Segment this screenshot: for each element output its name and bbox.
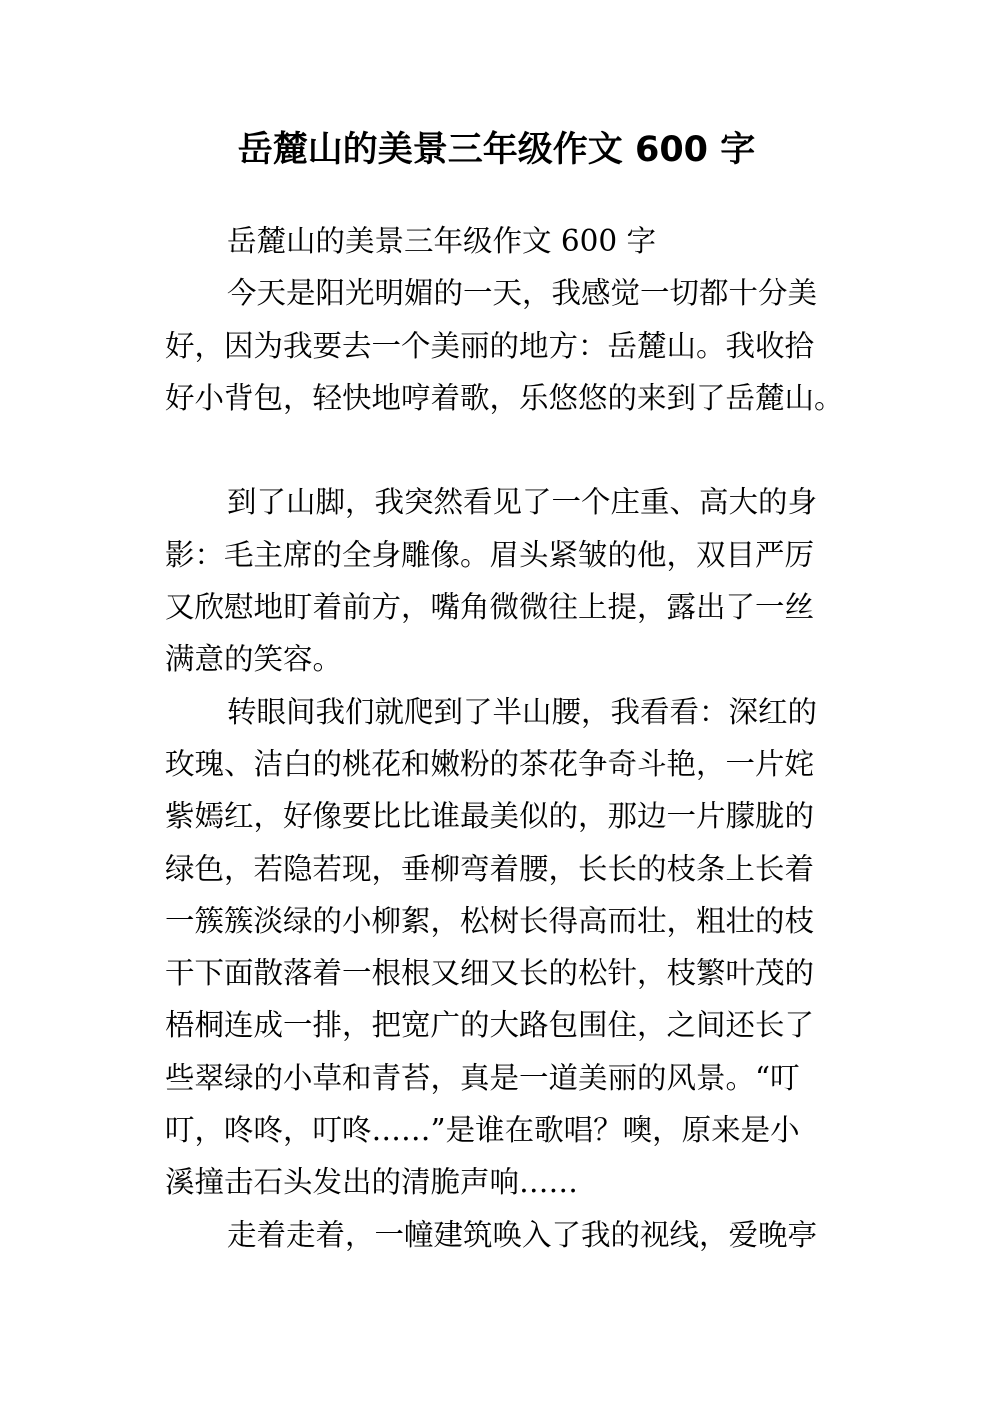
paragraph-line: 一簇簇淡绿的小柳絮，松树长得高而壮，粗壮的枝 bbox=[165, 903, 815, 938]
paragraph-line: 溪撞击石头发出的清脆声响…… bbox=[165, 1165, 579, 1200]
paragraph-line: 绿色，若隐若现，垂柳弯着腰，长长的枝条上长着 bbox=[165, 851, 815, 886]
paragraph-1 bbox=[165, 267, 844, 424]
document-body bbox=[165, 215, 844, 1261]
document-title: 岳麓山的美景三年级作文 600 字 bbox=[237, 130, 756, 170]
paragraph-line: 些翠绿的小草和青苔，真是一道美丽的风景。“叮 bbox=[165, 1060, 800, 1095]
paragraph-line: 又欣慰地盯着前方，嘴角微微往上提，露出了一丝 bbox=[165, 590, 815, 625]
paragraph-line: 到了山脚，我突然看见了一个庄重、高大的身 bbox=[227, 485, 818, 520]
paragraph-line: 满意的笑容。 bbox=[165, 642, 343, 677]
paragraph-2 bbox=[165, 476, 825, 685]
paragraph-spacer bbox=[165, 424, 825, 476]
paragraph-line: 今天是阳光明媚的一天，我感觉一切都十分美 bbox=[227, 276, 818, 311]
paragraph-line: 梧桐连成一排，把宽广的大路包围住，之间还长了 bbox=[165, 1008, 815, 1043]
paragraph-line: 好，因为我要去一个美丽的地方：岳麓山。我收拾 bbox=[165, 328, 815, 363]
subtitle-line: 岳麓山的美景三年级作文 600 字 bbox=[227, 224, 657, 258]
paragraph-line: 玫瑰、洁白的桃花和嫩粉的茶花争奇斗艳，一片姹 bbox=[165, 746, 815, 781]
paragraph-line: 转眼间我们就爬到了半山腰，我看看：深红的 bbox=[227, 694, 818, 729]
paragraph-line: 紫嫣红，好像要比比谁最美似的，那边一片朦胧的 bbox=[165, 799, 815, 834]
paragraph-4 bbox=[165, 1209, 825, 1261]
paragraph-line: 干下面散落着一根根又细又长的松针，枝繁叶茂的 bbox=[165, 956, 815, 991]
paragraph-line: 影：毛主席的全身雕像。眉头紧皱的他，双目严厉 bbox=[165, 537, 815, 572]
paragraph-3 bbox=[165, 686, 825, 1209]
paragraph-line: 叮，咚咚，叮咚……”是谁在歌唱？噢，原来是小 bbox=[165, 1113, 800, 1148]
paragraph-line: 好小背包，轻快地哼着歌，乐悠悠的来到了岳麓山。 bbox=[165, 380, 844, 415]
paragraph-line: 走着走着，一幢建筑唤入了我的视线，爱晚亭 bbox=[227, 1217, 818, 1252]
